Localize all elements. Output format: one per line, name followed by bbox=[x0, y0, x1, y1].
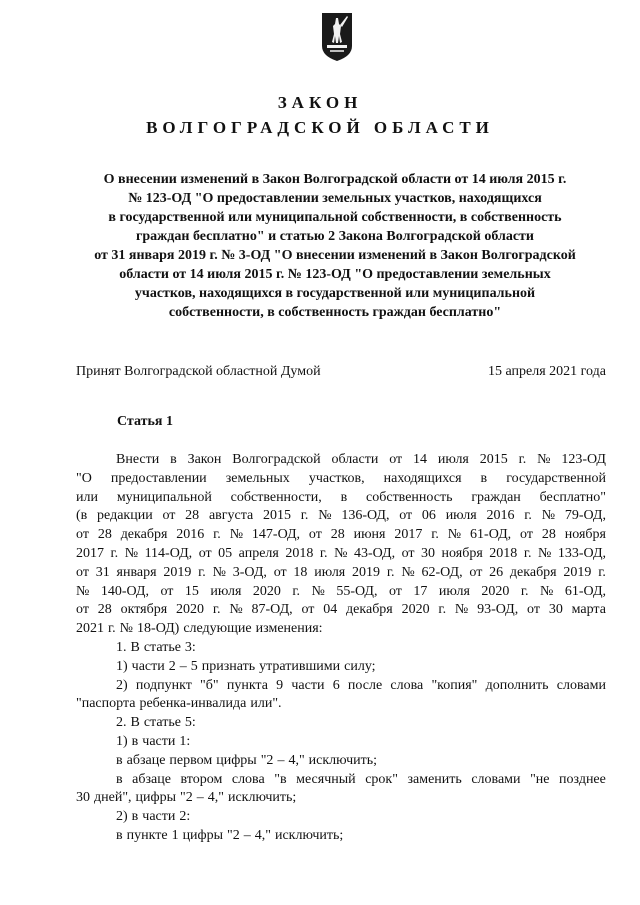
volgograd-coat-of-arms-icon bbox=[321, 12, 353, 62]
paragraph-line: в абзаце первом цифры "2 – 4," исключить; bbox=[116, 752, 378, 768]
paragraph-line: от 28 октября 2020 г. № 87-ОД, от 04 декабря 2020 г. № 93-ОД, от 30 марта bbox=[76, 602, 606, 618]
paragraph-line: № 140-ОД, от 15 июля 2020 г. № 55-ОД, от 17 июля 2020 г. № 61-ОД, bbox=[76, 583, 606, 599]
subtitle-line: в государственной или муниципальной собственности, в собственность bbox=[108, 210, 562, 225]
paragraph-line: или муниципальной собственности, в собственность граждан бесплатно" bbox=[76, 489, 606, 505]
paragraph-line: 1) части 2 – 5 признать утратившими силу; bbox=[116, 658, 376, 674]
paragraph-line: "паспорта ребенка-инвалида или". bbox=[76, 696, 282, 712]
law-region: ВОЛГОГРАДСКОЙ ОБЛАСТИ bbox=[146, 118, 494, 137]
paragraph-line: "О предоставлении земельных участков, находящихся в государственной bbox=[76, 470, 606, 486]
paragraph-line: (в редакции от 28 августа 2015 г. № 136-ОД, от 06 июля 2016 г. № 79-ОД, bbox=[76, 508, 606, 524]
subtitle-line: № 123-ОД "О предоставлении земельных участков, находящихся bbox=[128, 191, 542, 206]
paragraph-line: от 31 января 2019 г. № 3-ОД, от 18 июля 2019 г. № 62-ОД, от 26 декабря 2019 г. bbox=[76, 564, 606, 580]
paragraph-line: 2) в части 2: bbox=[116, 809, 191, 825]
law-title: ЗАКОН bbox=[277, 93, 363, 112]
subtitle-line: от 31 января 2019 г. № 3-ОД "О внесении изменений в Закон Волгоградской bbox=[94, 248, 576, 263]
subtitle-line: собственности, в собственность граждан бесплатно" bbox=[168, 305, 502, 320]
adopted-by-text: Принят Волгоградской областной Думой bbox=[76, 364, 321, 379]
paragraph-line: 2021 г. № 18-ОД) следующие изменения: bbox=[76, 621, 323, 637]
paragraph-line: 2) подпункт "б" пункта 9 части 6 после слова "копия" дополнить словами bbox=[116, 677, 606, 693]
paragraph-line: 2. В статье 5: bbox=[116, 715, 196, 731]
subtitle-line: граждан бесплатно" и статью 2 Закона Волгоградской области bbox=[136, 229, 534, 244]
law-subject bbox=[60, 170, 610, 322]
paragraph-line: от 28 декабря 2016 г. № 147-ОД, от 28 июня 2017 г. № 61-ОД, от 28 ноября bbox=[76, 527, 606, 543]
paragraph-line: в абзаце втором слова "в месячный срок" заменить словами "не позднее bbox=[116, 771, 606, 787]
subtitle-line: области от 14 июля 2015 г. № 123-ОД "О предоставлении земельных bbox=[119, 267, 551, 282]
article-body bbox=[76, 451, 606, 846]
subtitle-line: О внесении изменений в Закон Волгоградской области от 14 июля 2015 г. bbox=[103, 172, 567, 187]
adoption-date: 15 апреля 2021 года bbox=[488, 364, 606, 379]
paragraph-line: 1) в части 1: bbox=[116, 733, 191, 749]
article-heading: Статья 1 bbox=[117, 414, 173, 429]
paragraph-line: 2017 г. № 114-ОД, от 05 апреля 2018 г. № 43-ОД, от 30 ноября 2018 г. № 133-ОД, bbox=[76, 545, 606, 561]
paragraph-line: 1. В статье 3: bbox=[116, 639, 196, 655]
paragraph-line: в пункте 1 цифры "2 – 4," исключить; bbox=[116, 827, 344, 843]
paragraph-line: Внести в Закон Волгоградской области от 14 июля 2015 г. № 123-ОД bbox=[116, 452, 606, 467]
subtitle-line: участков, находящихся в государственной или муниципальной bbox=[134, 286, 536, 301]
paragraph-line: 30 дней", цифры "2 – 4," исключить; bbox=[76, 790, 297, 806]
